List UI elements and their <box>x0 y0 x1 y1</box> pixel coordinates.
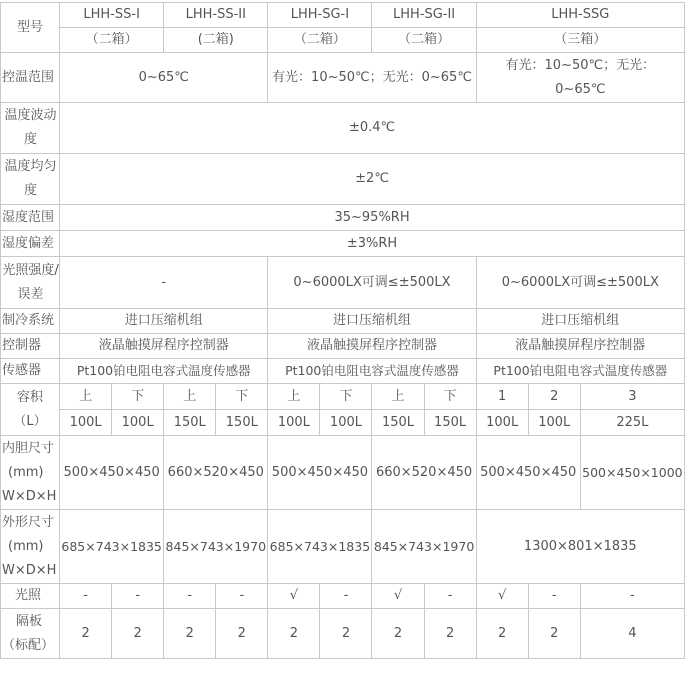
shelf-value: 4 <box>580 609 684 659</box>
lamp-value: √ <box>268 584 320 609</box>
label-inner-size <box>1 436 60 510</box>
inner-size-value: 500×450×450 <box>268 436 372 510</box>
volume-value: 100L <box>528 410 580 436</box>
label-line: W×D×H <box>2 562 57 578</box>
volume-value: 100L <box>320 410 372 436</box>
box-count: （二箱） <box>268 28 372 53</box>
lamp-value: - <box>216 584 268 609</box>
volume-value: 100L <box>268 410 320 436</box>
controller-value: 液晶触摸屏程序控制器 <box>60 334 268 359</box>
label-volume: 容积（L） <box>1 384 60 436</box>
hum-range-row <box>1 205 685 231</box>
label-cooling: 制冷系统 <box>1 309 60 334</box>
volume-value: 150L <box>164 410 216 436</box>
outer-size-row <box>1 510 685 584</box>
light-value: 0~6000LX可调≤±500LX <box>268 257 476 309</box>
chamber-label: 2 <box>528 384 580 410</box>
hum-dev-value: ±3%RH <box>60 231 685 257</box>
spec-table <box>0 2 685 659</box>
cooling-row <box>1 309 685 334</box>
chamber-label: 3 <box>580 384 684 410</box>
volume-value: 100L <box>60 410 112 436</box>
chamber-label: 下 <box>424 384 476 410</box>
label-model: 型号 <box>1 3 60 53</box>
temp-range-value: 0~65℃ <box>60 53 268 103</box>
shelf-value: 2 <box>60 609 112 659</box>
chamber-label: 下 <box>112 384 164 410</box>
label-line: W×D×H <box>2 488 57 504</box>
model-name: LHH-SS-II <box>164 3 268 28</box>
chamber-label: 1 <box>476 384 528 410</box>
label-line: 内胆尺寸 <box>2 440 55 456</box>
label-shelf <box>1 609 60 659</box>
label-temp-range: 控温范围 <box>1 53 60 103</box>
model-name: LHH-SSG <box>476 3 684 28</box>
chamber-row <box>1 384 685 410</box>
volume-value: 150L <box>424 410 476 436</box>
outer-size-value: 685×743×1835 <box>60 510 164 584</box>
box-count: （三箱） <box>476 28 684 53</box>
lamp-value: - <box>424 584 476 609</box>
label-temp-fluct: 温度波动度 <box>1 103 60 154</box>
light-row <box>1 257 685 309</box>
inner-size-row <box>1 436 685 510</box>
sensor-value: Pt100铂电阻电容式温度传感器 <box>268 359 476 384</box>
controller-value: 液晶触摸屏程序控制器 <box>476 334 684 359</box>
chamber-label: 上 <box>268 384 320 410</box>
inner-size-value: 660×520×450 <box>164 436 268 510</box>
box-count: （二箱） <box>60 28 164 53</box>
label-sensor: 传感器 <box>1 359 60 384</box>
inner-size-value: 500×450×1000 <box>580 436 684 510</box>
shelf-value: 2 <box>424 609 476 659</box>
chamber-label: 上 <box>164 384 216 410</box>
temp-fluct-value: ±0.4℃ <box>60 103 685 154</box>
volume-row <box>1 410 685 436</box>
label-line: (mm) <box>8 538 44 554</box>
temp-unif-value: ±2℃ <box>60 154 685 205</box>
chamber-label: 下 <box>320 384 372 410</box>
hum-range-value: 35~95%RH <box>60 205 685 231</box>
outer-size-value: 1300×801×1835 <box>476 510 684 584</box>
label-lamp: 光照 <box>1 584 60 609</box>
label-line: （标配） <box>2 637 55 653</box>
light-value: 0~6000LX可调≤±500LX <box>476 257 684 309</box>
label-light: 光照强度/误差 <box>1 257 60 309</box>
label-hum-dev: 湿度偏差 <box>1 231 60 257</box>
volume-value: 225L <box>580 410 684 436</box>
shelf-value: 2 <box>320 609 372 659</box>
label-line: 隔板 <box>16 613 43 629</box>
lamp-value: - <box>580 584 684 609</box>
cooling-value: 进口压缩机组 <box>268 309 476 334</box>
temp-range-value: 有光：10~50℃；无光：0~65℃ <box>268 53 476 103</box>
shelf-value: 2 <box>372 609 424 659</box>
volume-value: 100L <box>476 410 528 436</box>
cooling-value: 进口压缩机组 <box>60 309 268 334</box>
label-line: (mm) <box>8 464 44 480</box>
lamp-value: √ <box>476 584 528 609</box>
box-count: (二箱) <box>164 28 268 53</box>
shelf-value: 2 <box>476 609 528 659</box>
volume-value: 150L <box>372 410 424 436</box>
model-name: LHH-SG-II <box>372 3 476 28</box>
temp-range-row <box>1 53 685 103</box>
chamber-label: 上 <box>60 384 112 410</box>
lamp-value: √ <box>372 584 424 609</box>
shelf-value: 2 <box>216 609 268 659</box>
outer-size-value: 845×743×1970 <box>164 510 268 584</box>
lamp-value: - <box>528 584 580 609</box>
sensor-value: Pt100铂电阻电容式温度传感器 <box>60 359 268 384</box>
inner-size-value: 660×520×450 <box>372 436 476 510</box>
lamp-value: - <box>60 584 112 609</box>
controller-row <box>1 334 685 359</box>
outer-size-value: 685×743×1835 <box>268 510 372 584</box>
lamp-value: - <box>164 584 216 609</box>
label-line: 外形尺寸 <box>2 514 55 530</box>
controller-value: 液晶触摸屏程序控制器 <box>268 334 476 359</box>
shelf-value: 2 <box>164 609 216 659</box>
lamp-value: - <box>320 584 372 609</box>
volume-value: 150L <box>216 410 268 436</box>
model-row <box>1 3 685 28</box>
chamber-label: 上 <box>372 384 424 410</box>
sensor-value: Pt100铂电阻电容式温度传感器 <box>476 359 684 384</box>
lamp-value: - <box>112 584 164 609</box>
label-temp-unif: 温度均匀度 <box>1 154 60 205</box>
volume-value: 100L <box>112 410 164 436</box>
label-hum-range: 湿度范围 <box>1 205 60 231</box>
model-name: LHH-SS-I <box>60 3 164 28</box>
temp-fluct-row <box>1 103 685 154</box>
hum-dev-row <box>1 231 685 257</box>
shelf-value: 2 <box>528 609 580 659</box>
box-count: （二箱） <box>372 28 476 53</box>
outer-size-value: 845×743×1970 <box>372 510 476 584</box>
light-value: - <box>60 257 268 309</box>
shelf-row <box>1 609 685 659</box>
lamp-row <box>1 584 685 609</box>
box-row <box>1 28 685 53</box>
model-name: LHH-SG-I <box>268 3 372 28</box>
label-controller: 控制器 <box>1 334 60 359</box>
shelf-value: 2 <box>268 609 320 659</box>
chamber-label: 下 <box>216 384 268 410</box>
temp-range-value: 有光：10~50℃；无光：0~65℃ <box>476 53 684 103</box>
sensor-row <box>1 359 685 384</box>
inner-size-value: 500×450×450 <box>476 436 580 510</box>
cooling-value: 进口压缩机组 <box>476 309 684 334</box>
label-outer-size <box>1 510 60 584</box>
inner-size-value: 500×450×450 <box>60 436 164 510</box>
shelf-value: 2 <box>112 609 164 659</box>
temp-unif-row <box>1 154 685 205</box>
